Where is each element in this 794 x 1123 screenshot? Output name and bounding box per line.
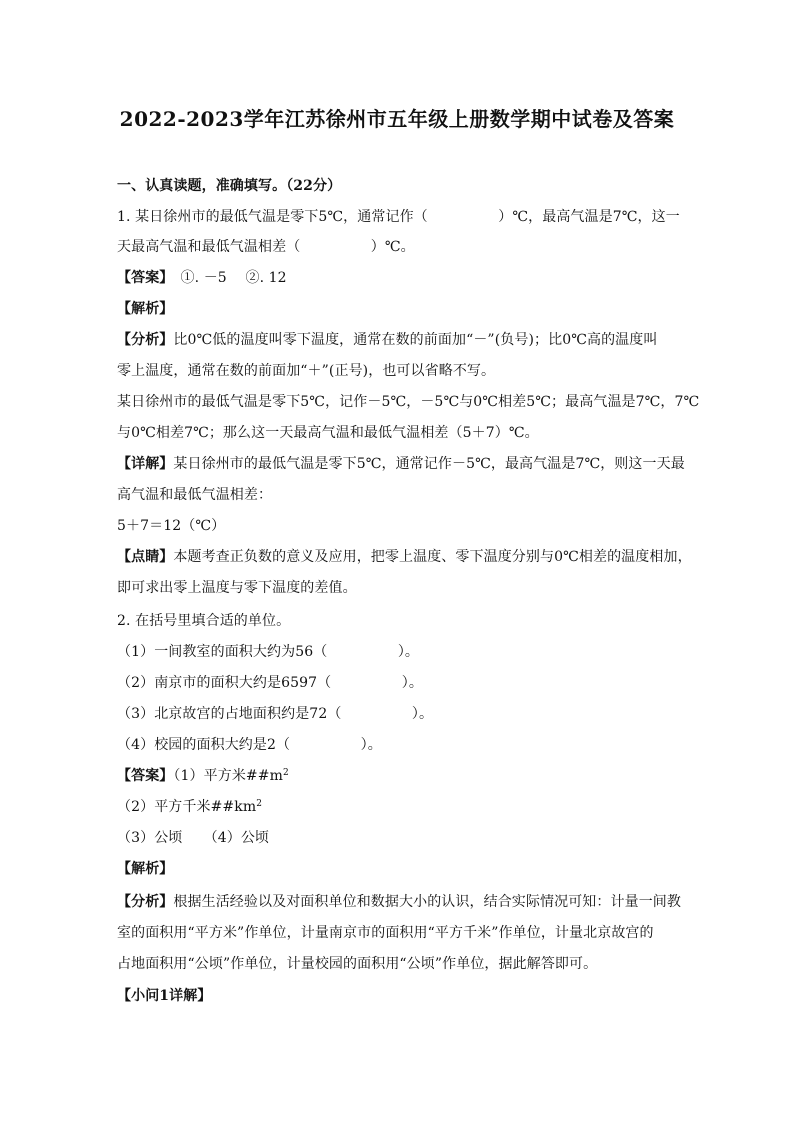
answer-text: （1）平方米##m [173,768,283,784]
q1-fenxi-line2: 零上温度，通常在数的前面加“＋”(正号)，也可以省略不写。 [117,363,496,379]
q2-fenxi-line2: 室的面积用“平方米”作单位，计量南京市的面积用“平方千米”作单位，计量北京故宫的 [117,925,654,941]
fenxi-text: 比0℃低的温度叫零下温度，通常在数的前面加“－”(负号)；比0℃高的温度叫 [173,332,658,348]
q2-fenxi-line3: 占地面积用“公顷”作单位，计量校园的面积用“公顷”作单位，据此解答即可。 [117,956,598,972]
q2-item2: （2）南京市的面积大约是6597（ ）。 [117,675,423,691]
dianjing-tag: 【点睛】 [117,549,174,565]
q2-jiexi-tag: 【解析】 [117,861,174,877]
q1-xiangjie-line1 [117,455,685,473]
q1-fenxi-line1 [117,331,657,349]
superscript: 2 [282,768,289,778]
q2-stem: 2. 在括号里填合适的单位。 [117,613,291,629]
q1-xiangjie-line2: 高气温和最低气温相差： [117,487,273,503]
xiangjie-tag: 【详解】 [117,456,174,472]
q2-item4: （4）校园的面积大约是2（ ）。 [117,737,382,753]
q2-answer1 [117,767,289,785]
q2-fenxi-line1 [117,893,681,911]
q2-sub1-tag: 【小问1详解】 [117,988,212,1004]
answer-tag: 【答案】 [117,768,174,784]
q1-jiexi-tag: 【解析】 [117,301,174,317]
fenxi-tag: 【分析】 [117,894,174,910]
q2-answer2 [117,798,262,816]
q1-fenxi-line3: 某日徐州市的最低气温是零下5℃，记作－5℃，－5℃与0℃相差5℃；最高气温是7℃，7℃ [117,394,700,410]
q1-stem-line1: 1. 某日徐州市的最低气温是零下5℃，通常记作（ ）℃，最高气温是7℃，这一 [117,209,680,225]
xiangjie-text: 某日徐州市的最低气温是零下5℃，通常记作－5℃，最高气温是7℃，则这一天最 [173,456,685,472]
q1-dianjing-line1 [117,548,692,566]
q1-stem-line2: 天最高气温和最低气温相差（ ）℃。 [117,239,415,255]
section-heading: 一、认真读题，准确填写。（22分） [117,178,342,194]
dianjing-text: 本题考查正负数的意义及应用，把零上温度、零下温度分别与0℃相差的温度相加， [173,549,692,565]
q2-item1: （1）一间教室的面积大约为56（ ）。 [117,644,420,660]
fenxi-tag: 【分析】 [117,332,174,348]
superscript: 2 [256,799,263,809]
q1-fenxi-line4: 与0℃相差7℃；那么这一天最高气温和最低气温相差（5＋7）℃。 [117,425,539,441]
q1-dianjing-line2: 即可求出零上温度与零下温度的差值。 [117,580,357,596]
fenxi-text: 根据生活经验以及对面积单位和数据大小的认识，结合实际情况可知：计量一间教 [173,894,682,910]
q1-answer [117,269,287,287]
q1-calc: 5＋7＝12（℃） [117,518,226,534]
page-title: 2022-2023学年江苏徐州市五年级上册数学期中试卷及答案 [119,107,675,131]
answer-text: （2）平方千米##km [117,799,257,815]
q2-item3: （3）北京故宫的占地面积约是72（ ）。 [117,706,434,722]
answer-text: ①. －5 ②. 12 [166,270,287,286]
answer-tag: 【答案】 [117,270,167,286]
q2-answer3: （3）公顷 （4）公顷 [117,830,270,846]
